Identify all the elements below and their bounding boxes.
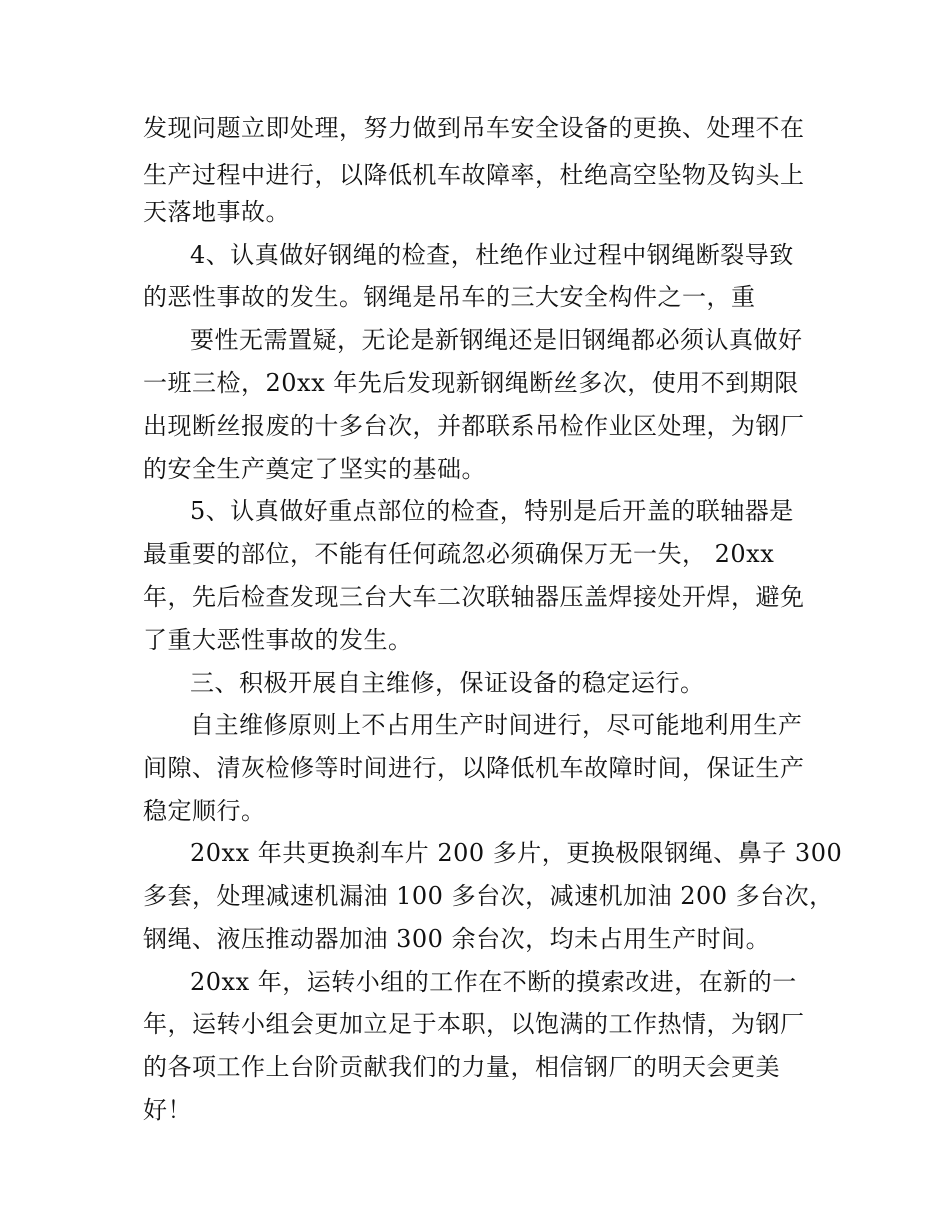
text-line: 最重要的部位，不能有任何疏忽必须确保万无一失， 20xx xyxy=(143,540,775,568)
text-line: 自主维修原则上不占用生产时间进行，尽可能地利用生产 xyxy=(190,711,803,739)
text-line: 稳定顺行。 xyxy=(143,797,266,825)
text-line: 20xx 年，运转小组的工作在不断的摸索改进，在新的一 xyxy=(190,968,797,996)
text-line: 发现问题立即处理，努力做到吊车安全设备的更换、处理不在 xyxy=(143,114,805,142)
text-line: 4、认真做好钢绳的检查，杜绝作业过程中钢绳断裂导致 xyxy=(190,241,794,269)
section-heading: 三、积极开展自主维修，保证设备的稳定运行。 xyxy=(190,669,705,697)
text-line: 了重大恶性事故的发生。 xyxy=(143,626,413,654)
text-line: 天落地事故。 xyxy=(143,198,290,226)
text-line: 好！ xyxy=(143,1096,192,1124)
text-line: 出现断丝报废的十多台次，并都联系吊检作业区处理，为钢厂 xyxy=(143,412,805,440)
text-line: 年，运转小组会更加立足于本职，以饱满的工作热情，为钢厂 xyxy=(143,1010,805,1038)
text-line: 年，先后检查发现三台大车二次联轴器压盖焊接处开焊，避免 xyxy=(143,583,805,611)
text-line: 钢绳、液压推动器加油 300 余台次，均未占用生产时间。 xyxy=(143,925,771,953)
text-line: 5、认真做好重点部位的检查，特别是后开盖的联轴器是 xyxy=(190,497,794,525)
text-line: 的各项工作上台阶贡献我们的力量，相信钢厂的明天会更美 xyxy=(143,1053,780,1081)
text-line: 20xx 年共更换刹车片 200 多片，更换极限钢绳、鼻子 300 xyxy=(190,839,843,867)
text-line: 要性无需置疑，无论是新钢绳还是旧钢绳都必须认真做好 xyxy=(190,326,803,354)
text-line: 间隙、清灰检修等时间进行，以降低机车故障时间，保证生产 xyxy=(143,754,805,782)
text-line: 多套，处理减速机漏油 100 多台次，减速机加油 200 多台次， xyxy=(143,882,834,910)
text-line: 的安全生产奠定了坚实的基础。 xyxy=(143,455,486,483)
text-line: 生产过程中进行，以降低机车故障率，杜绝高空坠物及钩头上 xyxy=(143,161,805,189)
text-line: 一班三检，20xx 年先后发现新钢绳断丝多次，使用不到期限 xyxy=(143,369,799,397)
text-line: 的恶性事故的发生。钢绳是吊车的三大安全构件之一，重 xyxy=(143,283,756,311)
